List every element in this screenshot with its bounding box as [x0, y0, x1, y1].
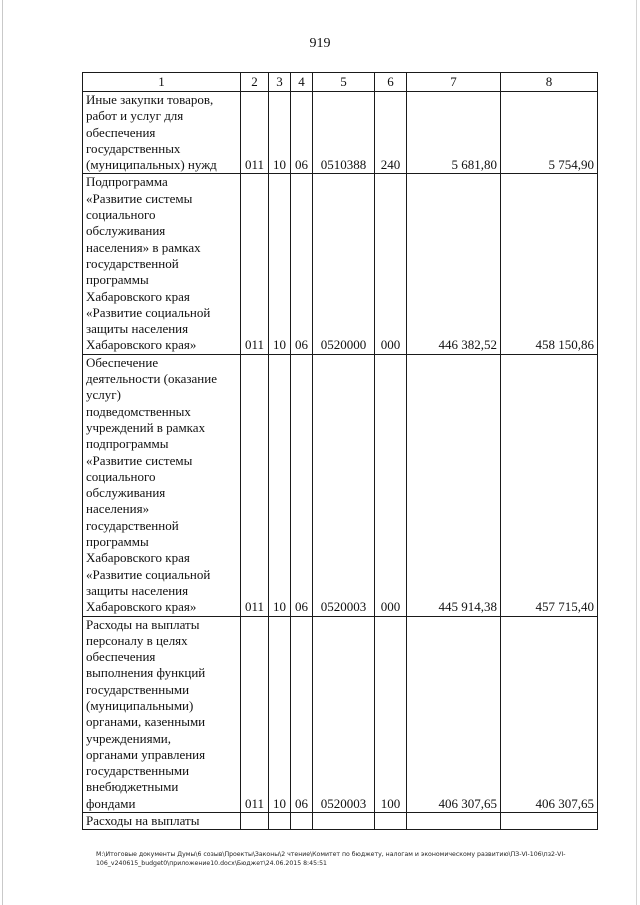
row-name-line: органами управления [86, 746, 206, 762]
expense-type-cell: 000 [375, 354, 407, 616]
row-name-line: государственной [86, 255, 179, 271]
column-header: 8 [501, 73, 598, 92]
expense-type-cell: 100 [375, 616, 407, 813]
row-name-line: Подпрограмма [86, 174, 168, 190]
amount-cell-col7: 406 307,65 [407, 616, 501, 813]
subsection-cell: 06 [291, 174, 313, 354]
row-name-cell [83, 92, 241, 174]
section-cell [269, 813, 291, 830]
row-name-line: фондами [86, 795, 136, 811]
row-name-line: внебюджетными [86, 779, 179, 795]
row-name-cell [83, 616, 241, 813]
expense-type-cell: 240 [375, 92, 407, 174]
row-name-cell [83, 354, 241, 616]
amount-cell-col7: 445 914,38 [407, 354, 501, 616]
row-name-line: обслуживания [86, 485, 166, 501]
code-cell: 011 [241, 92, 269, 174]
target-article-cell: 0510388 [313, 92, 375, 174]
row-name-line: учреждениями, [86, 730, 172, 746]
row-name-line: «Развитие социальной [86, 566, 211, 582]
row-name-line: (муниципальными) [86, 697, 194, 713]
amount-cell-col8: 406 307,65 [501, 616, 598, 813]
row-name-line: услуг) [86, 387, 121, 403]
amount-cell-col7: 5 681,80 [407, 92, 501, 174]
target-article-cell: 0520003 [313, 354, 375, 616]
table-row [83, 616, 598, 813]
amount-cell-col7: 446 382,52 [407, 174, 501, 354]
code-cell: 011 [241, 174, 269, 354]
column-header: 6 [375, 73, 407, 92]
code-cell [241, 813, 269, 830]
row-name-line: обеспечения [86, 649, 156, 665]
row-name-line: социального [86, 207, 156, 223]
section-cell: 10 [269, 354, 291, 616]
row-name-line: органами, казенными [86, 714, 206, 730]
section-cell: 10 [269, 174, 291, 354]
amount-cell-col8 [501, 813, 598, 830]
row-name-line: подпрограммы [86, 436, 169, 452]
subsection-cell: 06 [291, 616, 313, 813]
row-name-line: учреждений в рамках [86, 419, 206, 435]
row-name-line: Хабаровского края» [86, 337, 197, 353]
amount-cell-col8: 5 754,90 [501, 92, 598, 174]
budget-table [82, 72, 598, 830]
target-article-cell: 0520000 [313, 174, 375, 354]
row-name-line: Хабаровского края [86, 288, 190, 304]
row-name-line: обеспечения [86, 124, 156, 140]
row-name-line: (муниципальных) нужд [86, 157, 217, 173]
scan-left-edge [2, 0, 3, 905]
footer-line: 106_v240615_budget0\приложение10.docx\Бюджет\24.06.2015 8:45:51 [96, 860, 327, 867]
document-path-footer [96, 850, 596, 868]
row-name-cell [83, 174, 241, 354]
row-name-line: государственными [86, 681, 190, 697]
row-name-line: программы [86, 272, 149, 288]
table-row [83, 92, 598, 174]
row-name-line: Хабаровского края [86, 550, 190, 566]
target-article-cell: 0520003 [313, 616, 375, 813]
column-header: 1 [83, 73, 241, 92]
row-name-line: программы [86, 534, 149, 550]
row-name-line: государственными [86, 763, 190, 779]
column-header: 5 [313, 73, 375, 92]
amount-cell-col7 [407, 813, 501, 830]
row-name-line: подведомственных [86, 403, 191, 419]
expense-type-cell: 000 [375, 174, 407, 354]
row-name-line: «Развитие системы [86, 190, 193, 206]
code-cell: 011 [241, 616, 269, 813]
target-article-cell [313, 813, 375, 830]
row-name-line: выполнения функций [86, 665, 206, 681]
row-name-line: «Развитие социальной [86, 304, 211, 320]
row-name-line: Иные закупки товаров, [86, 92, 214, 107]
amount-cell-col8: 457 715,40 [501, 354, 598, 616]
column-header: 4 [291, 73, 313, 92]
table-header-row [83, 73, 598, 92]
page-number: 919 [309, 36, 331, 51]
footer-line: М:\Итоговые документы Думы\6 созыв\Проекты\Законы\2 чтение\Комитет по бюджету, налогам и экономическому развитию\ПЗ-VI-106\пз2-VI- [96, 851, 566, 858]
subsection-cell: 06 [291, 92, 313, 174]
row-name-line: защиты населения [86, 582, 189, 598]
row-name-line: персоналу в целях [86, 632, 188, 648]
amount-cell-col8: 458 150,86 [501, 174, 598, 354]
row-name-cell [83, 813, 241, 830]
subsection-cell: 06 [291, 354, 313, 616]
row-name-line: деятельности (оказание [86, 371, 217, 387]
expense-type-cell [375, 813, 407, 830]
row-name-line: обслуживания [86, 223, 166, 239]
section-cell: 10 [269, 92, 291, 174]
row-name-line: населения» [86, 501, 150, 517]
column-header: 3 [269, 73, 291, 92]
row-name-line: Обеспечение [86, 354, 159, 370]
section-cell: 10 [269, 616, 291, 813]
row-name-line: Расходы на выплаты [86, 616, 200, 632]
row-name-line: социального [86, 468, 156, 484]
table-row [83, 354, 598, 616]
row-name-line: защиты населения [86, 321, 189, 337]
row-name-line: работ и услуг для [86, 108, 184, 124]
row-name-line: Хабаровского края» [86, 599, 197, 615]
column-header: 2 [241, 73, 269, 92]
table-row [83, 813, 598, 830]
row-name-line: государственной [86, 517, 179, 533]
row-name-line: Расходы на выплаты [86, 813, 200, 829]
scan-right-edge [636, 0, 637, 905]
table-row [83, 174, 598, 354]
code-cell: 011 [241, 354, 269, 616]
row-name-line: населения» в рамках [86, 239, 201, 255]
column-header: 7 [407, 73, 501, 92]
row-name-line: государственных [86, 140, 181, 156]
row-name-line: «Развитие системы [86, 452, 193, 468]
subsection-cell [291, 813, 313, 830]
